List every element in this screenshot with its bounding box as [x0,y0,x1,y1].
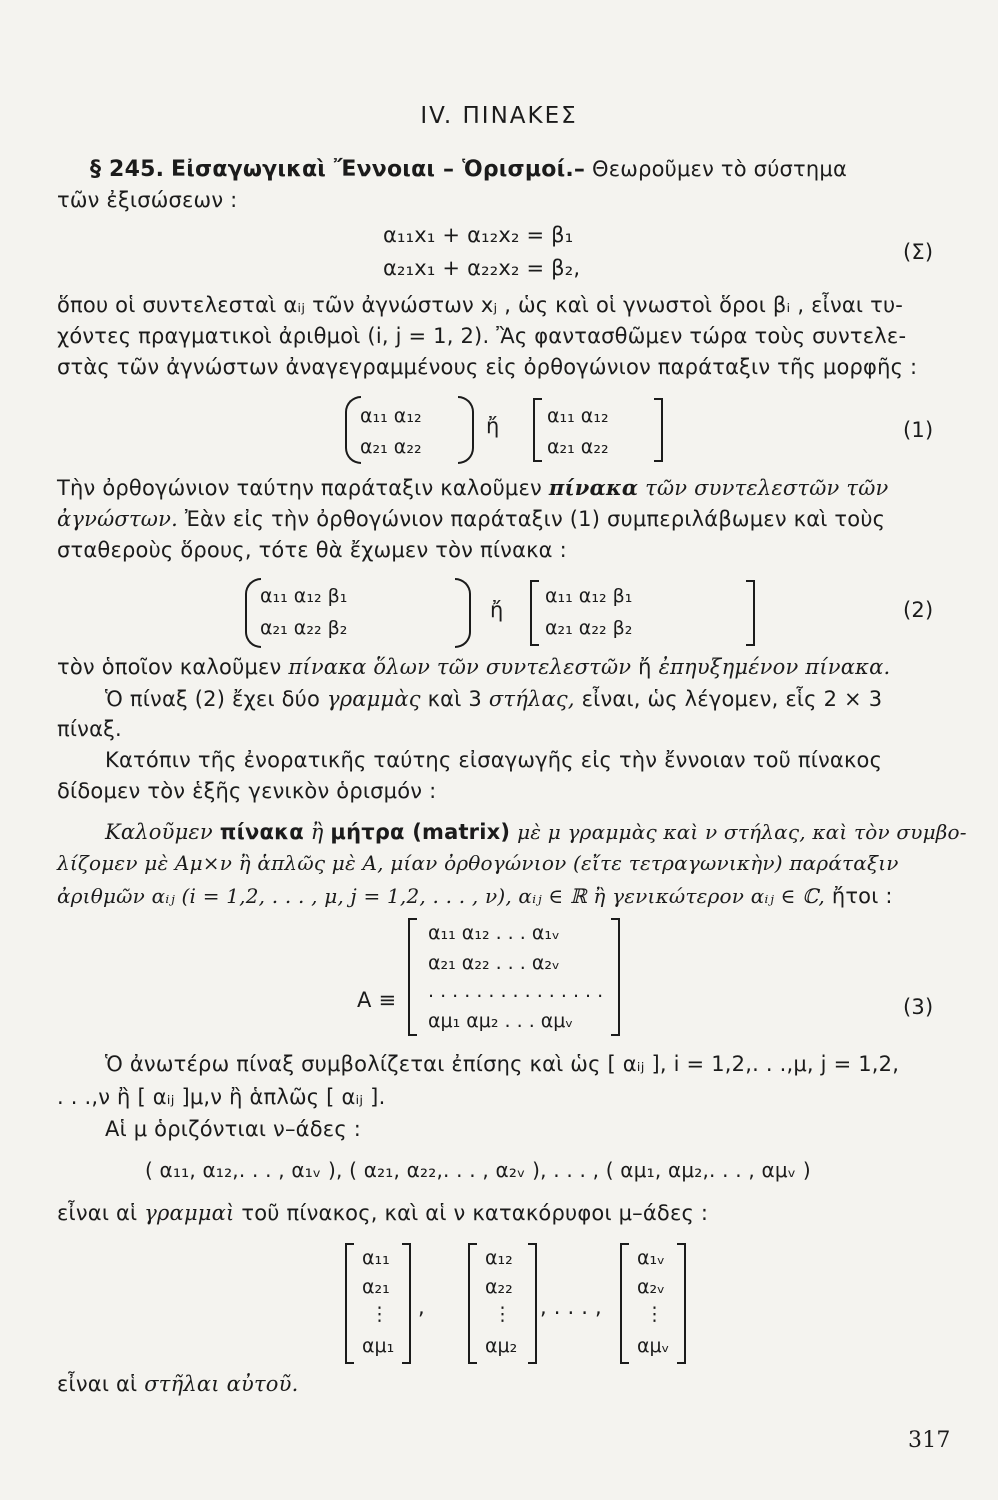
para3-term-all-coeffs: πίνακα ὅλων τῶν συντελεστῶν [288,655,632,679]
chapter-title: IV. ΠΙΝΑΚΕΣ [420,103,578,129]
matrix3-row2: α₂₁ α₂₂ . . . α₂ᵥ [428,952,560,974]
closing-text-c: αὐτοῦ. [226,1372,299,1396]
closing-text-a: εἶναι αἱ [57,1372,138,1396]
def-text3b: ἤτοι : [831,884,893,908]
column2-entry: α₂₂ [485,1276,513,1298]
matrix3-row4: αμ₁ αμ₂ . . . αμᵥ [428,1010,574,1032]
para3-line2 [105,687,882,711]
system-eq1: α₁₁x₁ + α₁₂x₂ = β₁ [383,223,574,247]
section-heading-line [90,157,847,182]
para3-text2c: καὶ 3 [427,687,482,711]
matrix1b-row1: α₁₁ α₁₂ [547,405,609,427]
column-separator: , [418,1295,425,1319]
matrix3-lhs: A ≡ [357,988,397,1012]
section-heading: Εἰσαγωγικαὶ Ἔννοιαι – Ὁρισμοί.– [171,157,586,182]
para2-line3: σταθεροὺς ὅρους, τότε θὰ ἔχωμεν τὸν πίνακα : [57,538,567,562]
matrix3-label: (3) [903,995,934,1019]
para3-text2a: Ὁ πίναξ (2) ἔχει δύο [105,687,321,711]
para2-text2: Ἐὰν εἰς τὴν ὀρθογώνιον παράταξιν (1) συμπεριλάβωμεν καὶ τοὺς [184,507,886,531]
para3-line3: πίναξ. [57,717,122,741]
closing-term-columns: στῆλαι [144,1372,220,1396]
matrix2-left-bracket [530,580,539,646]
matrix1-left-bracket [533,398,542,462]
matrix2-label: (2) [903,598,934,622]
system-label: (Σ) [903,240,934,264]
para4-term-rows: γραμμαὶ [144,1201,235,1225]
column3-entry: α₁ᵥ [637,1247,666,1269]
column2-left-bracket [468,1243,477,1364]
para3-text: τὸν ὁποῖον καλοῦμεν [57,655,282,679]
matrix1-row2: α₂₁ α₂₂ [360,436,422,458]
para4-line4 [57,1201,708,1225]
section-number: § 245. [90,157,165,182]
para1-line2: χόντες πραγματικοὶ ἀριθμοὶ (i, j = 1, 2). Ἂς φαντασθῶμεν τώρα τοὺς συντελε- [57,324,907,348]
def-term-matrix-en: μήτρα (matrix) [330,820,511,844]
column3-left-bracket [620,1243,629,1364]
para3-line4: Κατόπιν τῆς ἐνορατικῆς ταύτης εἰσαγωγῆς εἰς τὴν ἔννοιαν τοῦ πίνακος [105,748,883,772]
para2-term-matrix: πίνακα [548,475,639,500]
def-text3: ἀριθμῶν αᵢⱼ (i = 1,2, . . . , μ, j = 1,2, . . . , ν), αᵢⱼ ∈ ℝ ἢ γενικώτερον αᵢⱼ ∈ ℂ, [57,884,825,908]
para4-text4c: τοῦ πίνακος, καὶ αἱ ν κατακόρυφοι μ–άδες : [241,1201,709,1225]
section-intro-line2: τῶν ἐξισώσεων : [57,188,238,212]
matrix3-left-bracket [408,918,417,1036]
matrix2-right-bracket [746,580,755,646]
column2-right-bracket [528,1243,537,1364]
column1-entry: α₂₁ [362,1276,390,1298]
matrix1-or: ἤ [486,414,500,438]
def-text2: μὲ μ γραμμὰς καὶ ν στήλας, καὶ τὸν συμβο- [517,820,967,844]
column3-right-bracket [677,1243,686,1364]
closing-line [57,1372,298,1396]
page-number: 317 [908,1428,951,1453]
matrix2b-row1: α₁₁ α₁₂ β₁ [545,585,633,607]
matrix2-row1: α₁₁ α₁₂ β₁ [260,585,348,607]
para3-text2e: εἶναι, ὡς λέγομεν, εἷς 2 × 3 [581,687,883,711]
matrix2-row2: α₂₁ α₂₂ β₂ [260,617,348,639]
para2-term-coeffs: τῶν συντελεστῶν τῶν [645,476,889,500]
matrix2b-row2: α₂₁ α₂₂ β₂ [545,617,633,639]
column1-right-bracket [402,1243,411,1364]
para3-or: ἤ [638,655,652,679]
para2-line1 [57,476,888,500]
matrix1-right-paren [458,396,474,464]
para1-line3: στὰς τῶν ἀγνώστων ἀναγεγραμμένους εἰς ὀρθογώνιον παράταξιν τῆς μορφῆς : [57,355,918,379]
para2-text: Τὴν ὀρθογώνιον ταύτην παράταξιν καλοῦμεν [57,476,542,500]
column1-entry: α₁₁ [362,1247,390,1269]
matrix3-row1: α₁₁ α₁₂ . . . α₁ᵥ [428,922,560,944]
para2-line2 [57,507,885,531]
column1-entry: ⋮ [370,1303,389,1325]
para4-line3: Αἱ μ ὁριζόντιαι ν–άδες : [105,1117,361,1141]
matrix1-right-bracket [654,398,663,462]
definition-line1 [105,820,967,844]
matrix1b-row2: α₂₁ α₂₂ [547,436,609,458]
para4-text4a: εἶναι αἱ [57,1201,138,1225]
para3-term-columns: στήλας, [488,687,575,711]
para3-term-augmented: ἐπηυξημένον πίνακα. [658,655,891,679]
def-text1: Καλοῦμεν [105,820,213,844]
para4-line2: . . .,ν ἢ [ αᵢⱼ ]μ,ν ἢ ἁπλῶς [ αᵢⱼ ]. [57,1085,386,1109]
definition-line3 [57,884,893,908]
matrix2-right-paren [455,578,471,648]
definition-line2: λίζομεν μὲ Aμ×ν ἢ ἁπλῶς μὲ A, μίαν ὀρθογώνιον (εἴτε τετραγωνικὴν) παράταξιν [57,851,899,875]
column2-entry: α₁₂ [485,1247,513,1269]
para2-term-unknowns: ἀγνώστων. [57,507,178,531]
para4-tuples: ( α₁₁, α₁₂,. . . , α₁ᵥ ), ( α₂₁, α₂₂,. . . , α₂ᵥ ), . . . , ( αμ₁, αμ₂,. . . , αμᵥ ) [145,1158,811,1182]
def-term-matrix: πίνακα [219,820,304,844]
matrix3-right-bracket [611,918,620,1036]
column-ellipsis: , . . . , [540,1295,602,1319]
column1-left-bracket [345,1243,354,1364]
section-intro: Θεωροῦμεν τὸ σύστημα [592,157,848,181]
matrix2-or: ἤ [490,598,504,622]
para1-line1: ὅπου οἱ συντελεσταὶ αᵢⱼ τῶν ἀγνώστων xⱼ , ὡς καὶ οἱ γνωστοὶ ὅροι βᵢ , εἶναι τυ- [57,293,904,317]
matrix1-row1: α₁₁ α₁₂ [360,405,422,427]
system-eq2: α₂₁x₁ + α₂₂x₂ = β₂, [383,256,581,280]
matrix3-row3: . . . . . . . . . . . . . . . [428,980,604,1002]
column2-entry: ⋮ [493,1303,512,1325]
para3-line1 [57,655,890,679]
column3-entry: α₂ᵥ [637,1276,666,1298]
column1-entry: αμ₁ [362,1335,395,1357]
column2-entry: αμ₂ [485,1335,518,1357]
para4-line1: Ὁ ἀνωτέρω πίναξ συμβολίζεται ἐπίσης καὶ ὡς [ αᵢⱼ ], i = 1,2,. . .,μ, j = 1,2, [105,1052,900,1076]
column3-entry: ⋮ [645,1303,664,1325]
column3-entry: αμᵥ [637,1335,670,1357]
para3-line5: δίδομεν τὸν ἑξῆς γενικὸν ὁρισμόν : [57,779,437,803]
matrix1-label: (1) [903,418,934,442]
para3-term-rows: γραμμὰς [326,687,421,711]
matrix2-left-paren [245,578,261,648]
matrix1-left-paren [345,396,361,464]
def-or: ἢ [310,820,324,844]
